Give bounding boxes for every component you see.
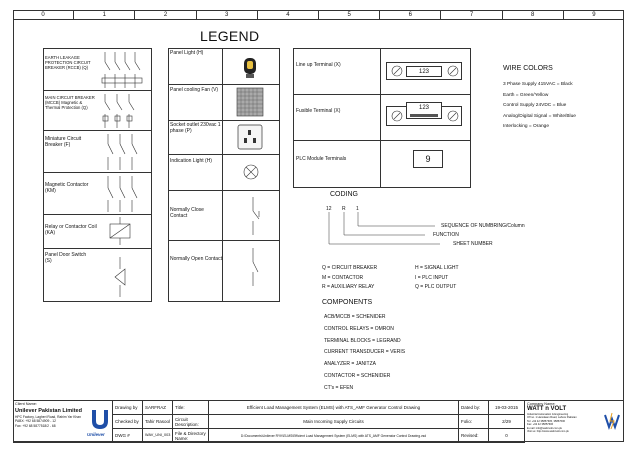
component-item: TERMINAL BLOCKS = LEGRAND <box>324 337 401 344</box>
client-name: Unilever Pakistan Limited <box>15 408 82 414</box>
company-address-line: Off no. 1 Hamdaam Road, Lahore Pakistan <box>527 416 577 420</box>
mcb-label: Miniature Circuit Breaker (F) <box>45 136 82 148</box>
unilever-logo-text: Unilever <box>87 432 105 437</box>
wire-color-item: Analog/Digital Signal = White/Blue <box>503 113 576 119</box>
wattnvolt-logo-icon <box>603 411 621 431</box>
company-address-line: Fax: +92 42 35857606 <box>527 423 554 427</box>
coding-legend-item: M = CONTACTOR <box>322 274 364 281</box>
dated-label: Dated by: <box>459 401 489 415</box>
client-label: Client Name: <box>15 402 37 406</box>
plc-terminal-number: 9 <box>413 150 443 168</box>
company-address-line: Tel: +92 42 35857605, 35857606 <box>527 419 566 423</box>
wire-colors-list <box>503 80 576 133</box>
revised-label: Revised: <box>459 429 489 443</box>
coding-legend-item: Q = CIRCUIT BREAKER <box>322 265 378 271</box>
coding-code-2: R <box>342 206 346 212</box>
component-item: ANALYZER = JANITZA <box>324 361 377 368</box>
legend-title: LEGEND <box>200 28 260 44</box>
socket-outlet-label: Socket outlet 230vac 1 phase (P) <box>170 122 221 134</box>
component-item: ACB/MCCB = SCHENIDER <box>324 314 386 320</box>
title-label: Title: <box>173 401 209 415</box>
ruler-cell: 8 <box>503 10 564 19</box>
indication-light-label: Indication Light (H) <box>170 158 212 164</box>
relay-label: Relay or Contactor Coil (KA) <box>45 224 97 236</box>
folio-label: Folio: <box>459 415 489 429</box>
company-address-line: Industrial Automation & Engineering <box>527 413 569 416</box>
client-address-line: HPC Factory, Lagheri Road, Rahim Yar Khan <box>15 415 81 419</box>
wire-color-item: 3 Phase Supply 415VAC = Black <box>503 82 573 87</box>
coding-label-sequence: SEQUENCE OF NUMBRING/Column <box>441 223 525 229</box>
drawing-title: Efficient Load Management System (ELMS) with ATS_AMF Generator Control Drawing <box>209 401 459 415</box>
revised-value: 0 <box>489 429 525 443</box>
mccb-label: MAIN CIRCUIT BREAKER (MCCB) Magnetic & Thermal Protection (Q) <box>45 95 95 110</box>
plc-terminal-label: PLC Module Terminals <box>296 156 347 162</box>
panel-light-icon <box>237 52 263 82</box>
ruler-cell: 3 <box>197 10 258 19</box>
coding-legend-left <box>322 264 377 293</box>
file-path: D:\Documents\Unilever RYK\ELMS\Efficient Load Management System (ELMS) with ATS_AMF Generator Control Drawing.vsd <box>209 429 459 443</box>
company-address-line: E-mail: info@wattnvolt.com.pk <box>527 426 562 430</box>
wire-color-item: Interlocking = Orange <box>503 124 549 129</box>
indication-light-icon <box>240 160 262 184</box>
coding-legend-right <box>415 264 459 293</box>
company-label: Company Name: <box>527 402 556 406</box>
coding-code-3: 1 <box>356 206 359 212</box>
client-address-line: Fax: +92 68 5877518/2 - 68 <box>15 423 56 428</box>
coding-title: CODING <box>330 191 358 198</box>
coding-legend-item: Q = PLC OUTPUT <box>415 284 457 290</box>
component-item: CURRENT TRANSDUCER = VERIS <box>324 349 406 356</box>
no-contact-icon <box>245 246 265 288</box>
title-block <box>13 400 624 442</box>
coding-code-1: 12 <box>326 206 332 212</box>
coding-leader-lines <box>325 212 445 248</box>
contactor-label: Magnetic Contactor (KM) <box>45 182 89 194</box>
coding-legend-item: I = PLC INPUT <box>415 274 449 281</box>
socket-outlet-icon <box>236 123 264 151</box>
mcb-symbol-icon <box>100 132 150 172</box>
circuit-label: Circuit Description: <box>173 415 209 429</box>
ruler-cell: 7 <box>441 10 502 19</box>
component-item: CT's = EFEN <box>324 384 354 391</box>
components-list <box>324 312 405 395</box>
dwg-label: DWG # <box>113 429 143 443</box>
ruler-cell: 1 <box>74 10 135 19</box>
drawn-by-value: SARFRAZ <box>143 401 173 415</box>
contactor-symbol-icon <box>100 174 150 214</box>
rccb-label: EARTH LEAKAGE PROTECTION CIRCUIT BREAKER (RCCB) (Q) <box>45 55 91 70</box>
checked-by-value: Tahir Rasool <box>143 415 173 429</box>
lineup-terminal-number: 123 <box>406 66 442 77</box>
components-title: COMPONENTS <box>322 299 373 306</box>
company-address-line: Visit us: http://www.wattnvolt.com.pk <box>527 430 569 434</box>
no-contact-label: Normally Open Contact <box>170 256 222 262</box>
company-name: WATT n VOLT <box>527 406 567 412</box>
file-label: File & Directory Name: <box>173 429 209 443</box>
ruler-cell: 2 <box>135 10 196 19</box>
cooling-fan-icon <box>236 87 264 117</box>
company-address <box>527 413 599 433</box>
door-switch-label: Panel Door Switch (S) <box>45 252 87 264</box>
coding-legend-item: H = SIGNAL LIGHT <box>415 265 459 271</box>
ruler-cell: 6 <box>380 10 441 19</box>
fusible-terminal-label: Fusible Terminal (X) <box>296 108 341 114</box>
coding-legend-item: R = AUXILIARY RELAY <box>322 284 375 290</box>
component-item: CONTROL RELAYS = OMRON <box>324 325 394 332</box>
wire-colors-title: WIRE COLORS <box>503 65 553 72</box>
ruler-cell: 9 <box>592 12 596 18</box>
relay-coil-icon <box>100 216 140 246</box>
component-item: CONTACTOR = SCHENIDER <box>324 372 391 379</box>
nc-contact-icon <box>245 195 265 237</box>
fusible-terminal-number: 123 <box>406 102 442 119</box>
dwg-value: WAV_UNI_003 <box>143 429 173 443</box>
client-address-line: PABX: +92 68 5874909 - 12 <box>15 419 56 424</box>
fuse-element-icon <box>410 114 438 117</box>
ruler-cell: 4 <box>258 10 319 19</box>
wire-color-item: Earth = Green/Yellow <box>503 92 549 98</box>
circuit-description: Main Incoming Supply Circuits <box>209 415 459 429</box>
cooling-fan-label: Panel cooling Fan (V) <box>170 87 219 93</box>
ruler-cell: 5 <box>319 10 380 19</box>
rccb-symbol-icon <box>100 50 150 90</box>
mccb-symbol-icon <box>100 92 150 130</box>
lineup-terminal-label: Line up Terminal (X) <box>296 62 341 68</box>
drawn-by-label: Drawing by <box>113 401 143 415</box>
panel-light-label: Panel Light (H) <box>170 50 204 56</box>
nc-contact-label: Normally Close Contact <box>170 207 204 219</box>
ruler-cell: 0 <box>13 10 74 19</box>
coding-label-function: FUNCTION <box>433 232 459 238</box>
door-switch-icon <box>105 255 135 300</box>
dated-value: 19-03-2015 <box>489 401 525 415</box>
wire-color-item: Control Supply 24VDC = Blue <box>503 103 567 108</box>
folio-value: 2/29 <box>489 415 525 429</box>
checked-by-label: Checked by <box>113 415 143 429</box>
coding-label-sheet: SHEET NUMBER <box>453 241 493 247</box>
